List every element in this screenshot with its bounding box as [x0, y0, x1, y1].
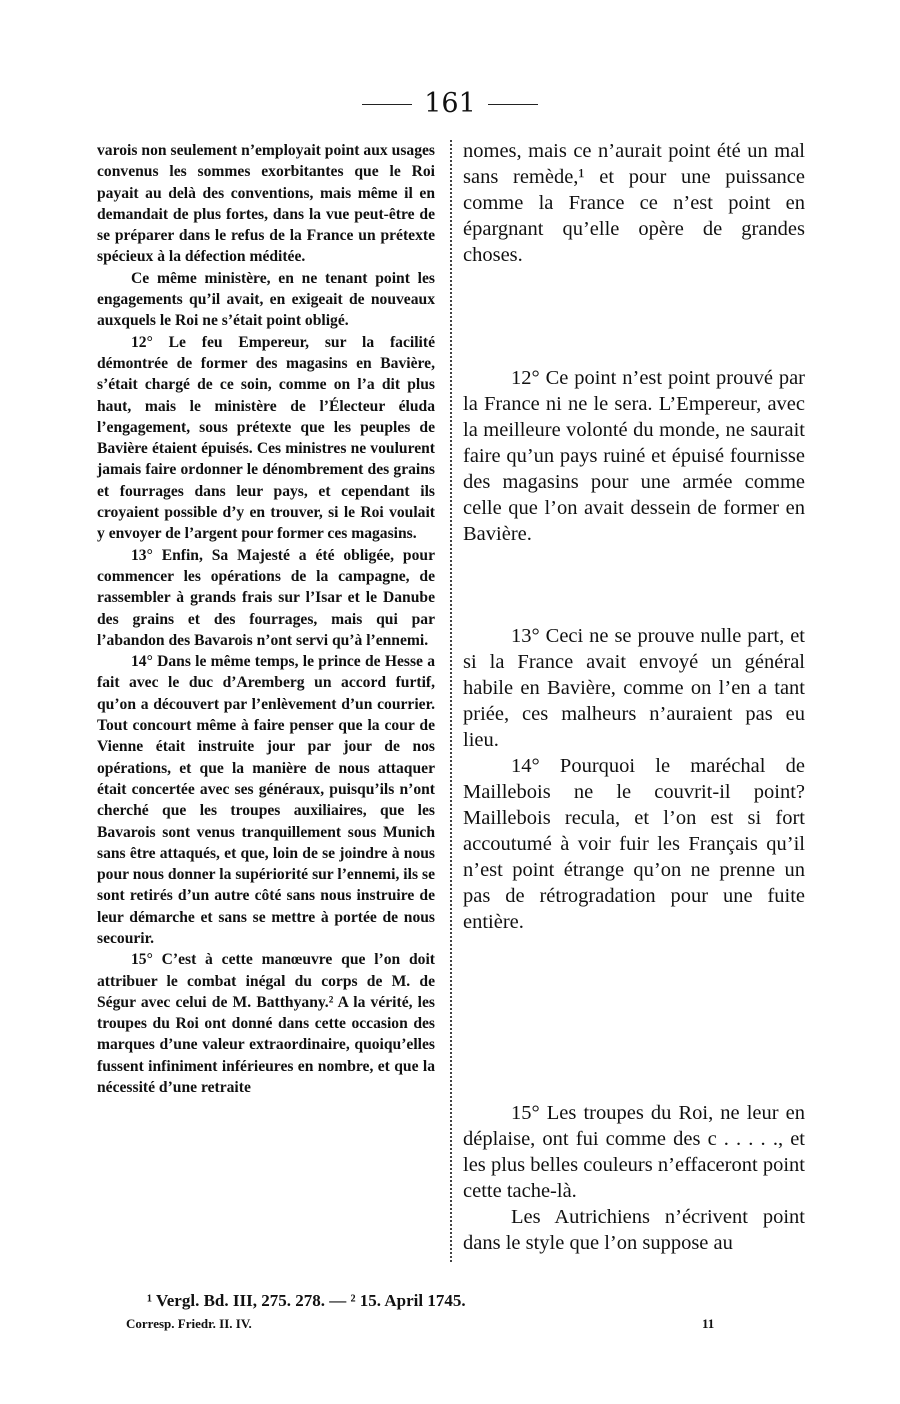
right-paragraph: 14° Pourquoi le maréchal de Maillebois ne le couvrit-il point? Maillebois recula, et l’on est si fort accoutumé à voir fuir les Français qu’il n’est point étrange qu’on ne prenne un pas de rétrogradation pour une fuite entière.	[463, 755, 805, 933]
right-paragraph: 12° Ce point n’est point prouvé par la France ni ne le sera. L’Empereur, avec la meilleure volonté du monde, ne saurait faire qu’un pays ruiné et épuisé fournisse des magasins pour une armée comme celle que l’on avait dessein de former en Bavière.	[463, 367, 805, 545]
sheet-number: 11	[702, 1316, 715, 1331]
right-paragraph: 13° Ceci ne se prouve nulle part, et si la France avait envoyé un général habile en Bavière, comme on l’en a tant priée, ces malheurs n’auraient pas eu lieu.	[463, 625, 805, 751]
left-paragraph-4: 13° Enfin, Sa Majesté a été obligée, pour commencer les opérations de la campagne, de rassembler à grands frais sur l’Isar et le Danube des grains et des fourrages, mais qui par l’abandon des Bavarois n’ont servi qu’à l’ennemi.	[97, 546, 435, 649]
right-block-2	[463, 365, 805, 547]
footnote: ¹ Vergl. Bd. III, 275. 278. — ² 15. April 1745.	[147, 1291, 466, 1310]
column-divider	[450, 140, 452, 1262]
left-column	[97, 140, 435, 1098]
left-paragraph-5: 14° Dans le même temps, le prince de Hesse a fait avec le duc d’Aremberg un accord furtif, qu’on a découvert par l’enlèvement d’un courrier. Tout concourt même à faire penser que la cour de Vienne était instruite jour par jour de nos opérations, et que la manière de nous attaquer était concertée avec ses généraux, puisqu’ils n’ont cherché que les troupes auxiliaires, que les Bavarois sont venus tranquillement sous Munich sans être attaqués, et que, loin de se joindre à nous pour nous donner la supériorité sur l’ennemi, ils se sont retirés d’un autre côté sans nous instruire de leur démarche et sans se mettre à portée de nous secourir.	[97, 653, 435, 947]
right-paragraph: nomes, mais ce n’aurait point été un mal sans remède,¹ et pour une puissance comme la France ce n’est point en épargnant qu’elle opère de grandes choses.	[463, 140, 805, 266]
page-number: 161	[424, 88, 476, 119]
left-paragraph-3: 12° Le feu Empereur, sur la facilité démontrée de former des magasins en Bavière, s’était chargé de ce soin, comme on l’a dit plus haut, mais le ministère de l’Électeur éluda l’engagement, sous prétexte que les peuples de Bavière étaient épuisés. Ces ministres ne voulurent jamais faire ordonner le dénombrement des grains et fourrages dans leur pays, et cependant ils croyaient possible d’y en trouver, si le Roi voulait y envoyer de l’argent pour former ces magasins.	[97, 333, 435, 543]
left-paragraph-1: varois non seulement n’employait point aux usages convenus les sommes exorbitantes que le Roi payait au delà des conventions, mais même il en demandait de plus fortes, dans la vue peut-être de se préparer dans le refus de la France un prétexte spécieux à la défection méditée.	[97, 142, 435, 266]
right-paragraph: Les Autrichiens n’écrivent point dans le style que l’on suppose au	[463, 1206, 805, 1254]
header-rule-left	[362, 104, 412, 105]
page-header	[0, 88, 900, 119]
signature-mark: Corresp. Friedr. II. IV.	[126, 1316, 252, 1331]
right-block-1	[463, 138, 805, 268]
left-paragraph-2: Ce même ministère, en ne tenant point les engagements qu’il avait, en exigeait de nouveaux auxquels le Roi ne s’était point obligé.	[97, 269, 435, 330]
left-paragraph-6: 15° C’est à cette manœuvre que l’on doit attribuer le combat inégal du corps de M. de Ségur avec celui de M. Batthyany.² A la vérité, les troupes du Roi ont donné dans cette occasion des marques d’une valeur extraordinaire, quoiqu’elles fussent infiniment inférieures en nombre, et que la nécessité d’une retraite	[97, 951, 435, 1097]
header-rule-right	[488, 104, 538, 105]
right-paragraph: 15° Les troupes du Roi, ne leur en déplaise, ont fui comme des c . . . . ., et les plus belles couleurs n’effaceront point cette tache-là.	[463, 1102, 805, 1202]
right-block-4	[463, 1100, 805, 1256]
right-block-3	[463, 623, 805, 935]
